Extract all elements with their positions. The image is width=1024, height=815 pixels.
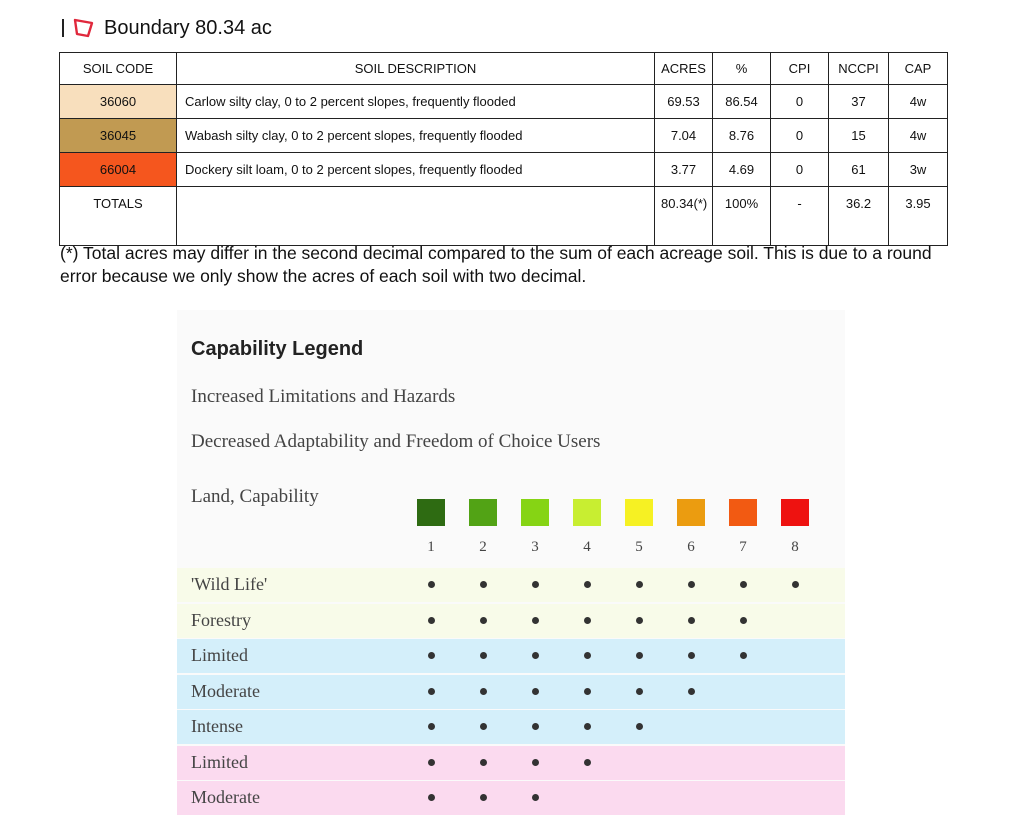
legend-dot (428, 581, 435, 588)
rounding-note: (*) Total acres may differ in the second decimal compared to the sum of each acreage soil. This is due to a round error because we only show the acres of each soil with two decimal. (60, 243, 932, 286)
legend-dot (584, 581, 591, 588)
legend-dot (532, 617, 539, 624)
totals-label: TOTALS (60, 187, 177, 246)
legend-dot (792, 581, 799, 588)
capability-class-number: 1 (427, 539, 435, 555)
nccpi-cell: 15 (829, 119, 889, 153)
legend-dot (428, 723, 435, 730)
capability-class-swatch (781, 499, 809, 526)
col-cap: CAP (889, 53, 948, 85)
legend-row (177, 710, 845, 744)
legend-dot (688, 581, 695, 588)
legend-row (177, 746, 845, 780)
legend-row (177, 639, 845, 673)
soil-code-cell: 36060 (60, 85, 177, 119)
table-header-row (60, 53, 948, 85)
boundary-title: Boundary 80.34 ac (104, 16, 272, 39)
legend-dot (636, 688, 643, 695)
cap-cell: 4w (889, 85, 948, 119)
capability-class-swatch (469, 499, 497, 526)
legend-dot (636, 581, 643, 588)
totals-row (60, 187, 948, 246)
col-percent: % (713, 53, 771, 85)
legend-dot (428, 652, 435, 659)
legend-row (177, 781, 845, 815)
totals-percent: 100% (713, 187, 771, 246)
capability-class-swatch (625, 499, 653, 526)
legend-dot (740, 617, 747, 624)
legend-dot (584, 617, 591, 624)
percent-cell: 8.76 (713, 119, 771, 153)
legend-dot (584, 723, 591, 730)
totals-cpi: - (771, 187, 829, 246)
percent-cell: 86.54 (713, 85, 771, 119)
legend-dot (480, 759, 487, 766)
capability-class-number: 3 (531, 539, 539, 555)
legend-row-label: Limited (191, 751, 248, 772)
cpi-cell: 0 (771, 153, 829, 187)
capability-class-swatch (573, 499, 601, 526)
totals-cap: 3.95 (889, 187, 948, 246)
nccpi-cell: 37 (829, 85, 889, 119)
legend-dot (688, 617, 695, 624)
capability-class-swatch (417, 499, 445, 526)
cap-cell: 3w (889, 153, 948, 187)
legend-dot (532, 794, 539, 801)
header-divider (62, 19, 64, 37)
legend-row (177, 604, 845, 638)
legend-dot (428, 794, 435, 801)
col-soil-description: SOIL DESCRIPTION (177, 53, 655, 85)
soil-description-cell: Dockery silt loam, 0 to 2 percent slopes, frequently flooded (177, 153, 655, 187)
capability-legend (177, 310, 845, 807)
table-row (60, 85, 948, 119)
legend-dot (740, 581, 747, 588)
soil-table (59, 52, 948, 246)
soil-description-cell: Carlow silty clay, 0 to 2 percent slopes, frequently flooded (177, 85, 655, 119)
acres-cell: 69.53 (655, 85, 713, 119)
legend-adaptability-text: Decreased Adaptability and Freedom of Choice Users (191, 431, 601, 452)
legend-dot (636, 723, 643, 730)
legend-title: Capability Legend (191, 338, 364, 360)
legend-dot (688, 688, 695, 695)
legend-dot (532, 652, 539, 659)
legend-row-label: Intense (191, 716, 243, 736)
capability-class-number: 6 (687, 539, 695, 555)
totals-description (177, 187, 655, 246)
legend-dot (532, 688, 539, 695)
legend-dot (480, 617, 487, 624)
soil-code-cell: 66004 (60, 153, 177, 187)
capability-class-number: 8 (791, 539, 799, 555)
col-acres: ACRES (655, 53, 713, 85)
nccpi-cell: 61 (829, 153, 889, 187)
legend-dot (480, 688, 487, 695)
col-soil-code: SOIL CODE (60, 53, 177, 85)
legend-dot (428, 688, 435, 695)
capability-class-swatch (677, 499, 705, 526)
legend-limitations-text: Increased Limitations and Hazards (191, 386, 456, 407)
acres-cell: 7.04 (655, 119, 713, 153)
percent-cell: 4.69 (713, 153, 771, 187)
cpi-cell: 0 (771, 119, 829, 153)
legend-row-label: 'Wild Life' (191, 574, 268, 594)
legend-dot (584, 652, 591, 659)
legend-dot (532, 759, 539, 766)
legend-dot (480, 794, 487, 801)
legend-dot (584, 688, 591, 695)
capability-class-number: 5 (635, 539, 643, 555)
capability-class-number: 4 (583, 539, 591, 555)
legend-dot (532, 723, 539, 730)
legend-dot (428, 759, 435, 766)
totals-nccpi: 36.2 (829, 187, 889, 246)
legend-dot (584, 759, 591, 766)
legend-dot (480, 723, 487, 730)
legend-dot (532, 581, 539, 588)
capability-class-swatch (521, 499, 549, 526)
table-row (60, 119, 948, 153)
soil-description-cell: Wabash silty clay, 0 to 2 percent slopes, frequently flooded (177, 119, 655, 153)
legend-dot (428, 617, 435, 624)
legend-row-label: Moderate (191, 680, 260, 701)
table-row (60, 153, 948, 187)
soil-code-cell: 36045 (60, 119, 177, 153)
legend-dot (636, 652, 643, 659)
legend-land-capability-label: Land, Capability (191, 486, 319, 507)
legend-dot (740, 652, 747, 659)
capability-class-number: 7 (739, 539, 747, 555)
legend-row-label: Moderate (191, 787, 260, 807)
boundary-polygon-icon (72, 17, 96, 39)
cpi-cell: 0 (771, 85, 829, 119)
cap-cell: 4w (889, 119, 948, 153)
col-cpi: CPI (771, 53, 829, 85)
capability-class-number: 2 (479, 539, 487, 555)
legend-dot (480, 581, 487, 588)
capability-class-swatch (729, 499, 757, 526)
legend-row-label: Forestry (191, 609, 251, 630)
acres-cell: 3.77 (655, 153, 713, 187)
legend-dot (688, 652, 695, 659)
boundary-header (62, 14, 272, 42)
legend-dot (480, 652, 487, 659)
totals-acres: 80.34(*) (655, 187, 713, 246)
legend-row (177, 568, 845, 602)
legend-dot (636, 617, 643, 624)
legend-row-label: Limited (191, 645, 248, 665)
legend-row (177, 675, 845, 709)
col-nccpi: NCCPI (829, 53, 889, 85)
